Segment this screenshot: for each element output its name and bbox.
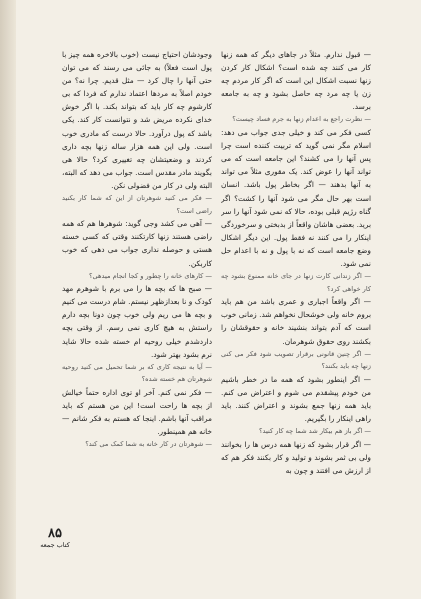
page-number: ۸۵ bbox=[48, 526, 62, 541]
interview-question: — فکر می کنید شوهرتان از این که شما کار بکنید راضی است؟ bbox=[62, 194, 212, 215]
answer-paragraph: وجودشان احتیاج نیست (خوب بالاخره همه چیز با پول است فعلاً) به جائی می رسند که می توان حتی آنها را چال کرد — مثل قدیم. چرا نه؟ من خودم اصلاً به مردها اعتماد ندارم که فردا که بی کارشوم چه کار باید که بتواند بکند. با اگر خوش خدای نکرده مریض شد و نتوانست کار کند. یکی باشد که پول درآورد. حالا درست که مادری خوب است. ولی این همه هزار ساله زنها بچه داری کردند و وضعیتشان چه تغییری کرد؟ حالا هی بگویند مادر مقدس است. جواب می دهد که البته، البته ولی در کار من فضولی نکن. bbox=[62, 50, 212, 190]
answer-paragraph: — فکر نمی کنم. آخر او توی اداره حتماً خیالش از بچه ها راحت است! این من هستم که باید مراقب آنها باشم. اینجا که هستم به فکر شانم — خانه هم همینطور. bbox=[62, 387, 212, 437]
interview-question: — نظرت راجع به اعدام زنها به جرم فساد چیست؟ bbox=[232, 115, 371, 124]
interview-question: — آیا به نتیجه کاری که بر شما تحمیل می کنید روحیه شوهرتان هم خسته شده؟ bbox=[62, 362, 212, 384]
interview-question: — اگر چنین قانونی برقرار تصویب شود فکر می کنی زنها چه باید بکنند؟ bbox=[221, 349, 371, 371]
answer-paragraph: — آهی می کشد وجی گوید: شوهرها هم که همه راضی هستند زنها کارتکنند وقتی که کسی خسته هستی و حوصله نداری جواب می دهی که خوب کاربکن. bbox=[62, 219, 212, 268]
answer-paragraph: — قبول ندارم. مثلاً در جاهای دیگر که همه زنها کار می کنند چه شده است؟ اشکال کار کردن زنها نسبت اشکال این است که اگر کار مردم چه زن یا چه مرد چه حاصل بشود و چه به جامعه برسد. bbox=[221, 50, 371, 112]
answer-paragraph: — اگر اینطور بشود که همه ما در خطر باشیم من خودم پیشقدم می شوم و اعتراض می کنم. باید همه زنها جمع بشوند و اعتراض کنند. باید راهی اینکار را بگیریم. bbox=[221, 374, 371, 424]
answer-paragraph: — اگر واقعاً اجباری و عمری باشد من هم باید بروم خانه ولی خوشحال نخواهم شد. زمانی خوب است که آدم بتواند بنشیند خانه و حقوقشان را بکشند روی حقوق شوهرمان. bbox=[221, 297, 371, 346]
magazine-title: کتاب جمعه bbox=[40, 541, 70, 549]
interview-question: — شوهرتان در کار خانه به شما کمک می کند؟ bbox=[85, 440, 212, 449]
left-text-column bbox=[62, 48, 212, 553]
answer-paragraph: کسی فکر می کند و خیلی جدی جواب می دهد: اسلام مگر نمی گوید که تربیت کننده است چرا پس آنها را می کشند؟ این جامعه است که می تواند آنها را عوض کند. یک مقوری مثلاً می تواند به آنها بدهند — اگر بخاطر پول باشد. انسان است بهر حال مگر می شود آنها را کشت؟ اگر گناه رژیم قبلی بوده، حالا که نمی شود آنها را سر برید. بعضی هاشان واقعاً از بدبختی و سرخوردگی اینکار را می کنند نه فقط پول. این دیگر اشکال وضع جامعه است که نه با پول و نه با اعدام حل نمی شود. bbox=[221, 128, 371, 268]
answer-paragraph: — اگر قرار بشود که زنها همه درس ها را بخوانند ولی بی ثمر بشوند و تولید و کار بکنند فکر هم که از ارزش می افتند و چون به bbox=[221, 439, 371, 475]
book-binding-shadow bbox=[0, 0, 16, 599]
right-text-column bbox=[221, 48, 371, 584]
interview-question: — اگر باز هم بیکار شد شما چه کار کنید؟ bbox=[259, 427, 371, 436]
interview-question: — کارهای خانه را چطور و کجا انجام میدهی؟ bbox=[89, 271, 212, 280]
interview-question: — اگر زندانی کارت زنها در جای خانه ممنوع بشود چه کار خواهی کرد؟ bbox=[221, 272, 371, 293]
page-footer bbox=[40, 527, 70, 550]
answer-paragraph: — صبح ها که بچه ها را می برم با شوهرم مهد کودک و نا بعدازظهر نیستم. شام درست می کنیم و بچه ها می ریم ولی خوب چون دونا بچه دارم راستش به هیچ کاری نمی رسم. از وقتی بچه داردشدم خیلی روحیه ام خسته شده حالا شاید نرم بشود بهتر شود. bbox=[62, 284, 212, 359]
